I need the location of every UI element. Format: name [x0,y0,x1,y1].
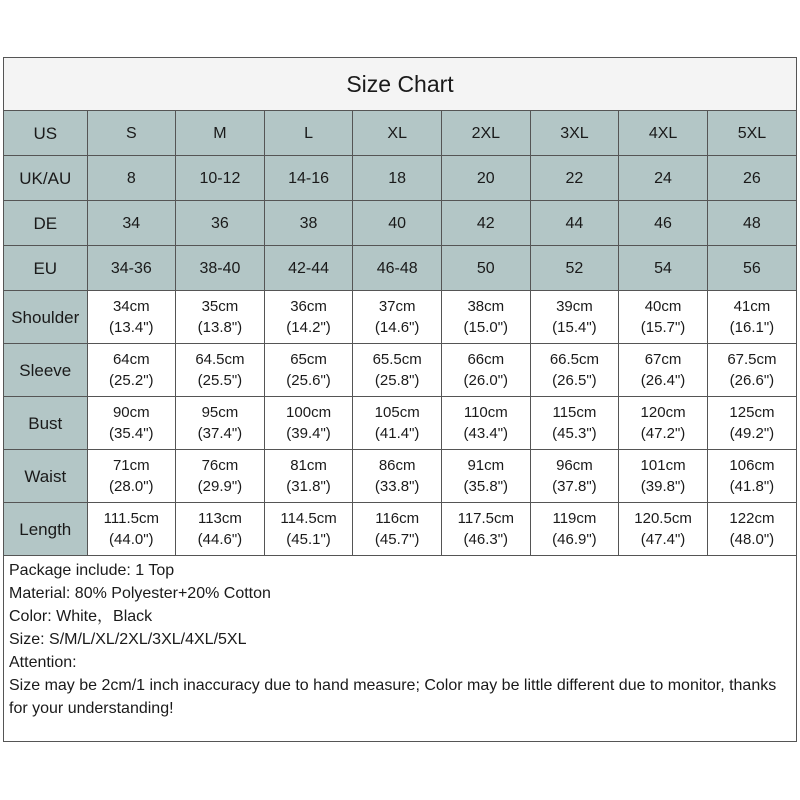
size-cell: 3XL [530,111,619,156]
note-color: Color: White，Black [9,608,153,625]
measurement-cell [264,450,353,503]
product-notes [4,556,796,720]
row-label: US [4,111,87,156]
measurement-cell [87,291,176,344]
cm-value: 96cm [556,457,593,474]
size-cell: 48 [707,201,796,246]
size-cell: S [87,111,176,156]
cm-value: 120.5cm [634,510,692,527]
measurement-cell [619,344,708,397]
inch-value: (13.8") [197,319,243,336]
measurement-row [4,450,796,503]
measurement-cell [87,503,176,556]
cm-value: 39cm [556,298,593,315]
cm-value: 76cm [201,457,239,474]
inch-value: (25.8") [374,372,420,389]
measurement-cell [264,503,353,556]
measurement-cell [87,344,176,397]
inch-value: (26.4") [640,372,686,389]
size-cell: 34 [87,201,176,246]
measurement-cell [442,291,531,344]
size-cell: 26 [707,156,796,201]
measurement-row [4,397,796,450]
inch-value: (26.6") [729,372,775,389]
cm-value: 101cm [640,457,686,474]
inch-value: (47.4") [640,531,686,548]
size-cell: 14-16 [264,156,353,201]
size-cell: 4XL [619,111,708,156]
inch-value: (35.8") [463,478,509,495]
row-label: UK/AU [4,156,87,201]
inch-value: (28.0") [109,478,154,495]
measurement-cell [442,450,531,503]
cm-value: 100cm [286,404,332,421]
measurement-cell [707,450,796,503]
measurement-cell [530,503,619,556]
inch-value: (25.2") [109,372,154,389]
measurement-cell [87,397,176,450]
measurement-cell [176,291,265,344]
measurement-cell [530,450,619,503]
cm-value: 86cm [378,457,416,474]
inch-value: (13.4") [109,319,154,336]
inch-value: (46.9") [552,531,597,548]
inch-value: (43.4") [463,425,509,442]
measurement-cell [530,291,619,344]
conversion-row [4,246,796,291]
measurement-cell [619,503,708,556]
inch-value: (29.9") [197,478,243,495]
cm-value: 119cm [552,510,597,527]
size-cell: 24 [619,156,708,201]
size-table [4,111,796,556]
cm-value: 111.5cm [103,510,159,527]
measurement-cell [264,344,353,397]
measurement-cell [176,344,265,397]
size-cell: M [176,111,265,156]
cm-value: 36cm [290,298,327,315]
cm-value: 41cm [733,298,771,315]
inch-value: (15.0") [463,319,509,336]
inch-value: (26.0") [463,372,509,389]
cm-value: 64.5cm [195,351,245,368]
inch-value: (16.1") [729,319,775,336]
cm-value: 110cm [463,404,508,421]
cm-value: 40cm [644,298,682,315]
inch-value: (47.2") [640,425,686,442]
measurement-cell [707,291,796,344]
inch-value: (45.7") [374,531,420,548]
measurement-cell [707,503,796,556]
note-package: Package include: 1 Top [9,562,175,579]
row-label: Bust [4,397,87,450]
note-attention: Attention: [9,654,77,671]
inch-value: (25.6") [286,372,331,389]
cm-value: 67.5cm [727,351,777,368]
cm-value: 114.5cm [280,510,337,527]
size-cell: 8 [87,156,176,201]
cm-value: 115cm [552,404,597,421]
cm-value: 105cm [374,404,420,421]
note-material: Material: 80% Polyester+20% Cotton [9,585,271,602]
measurement-row [4,344,796,397]
row-label: DE [4,201,87,246]
measurement-cell [442,397,531,450]
size-chart [3,57,797,742]
inch-value: (39.8") [640,478,686,495]
size-cell: 54 [619,246,708,291]
inch-value: (45.1") [286,531,331,548]
size-table-body [4,111,796,556]
size-cell: 52 [530,246,619,291]
cm-value: 65cm [290,351,327,368]
size-cell: 10-12 [176,156,265,201]
size-cell: 44 [530,201,619,246]
cm-value: 120cm [640,404,686,421]
cm-value: 38cm [467,298,505,315]
inch-value: (37.4") [197,425,243,442]
inch-value: (48.0") [729,531,775,548]
conversion-row [4,156,796,201]
inch-value: (41.4") [374,425,420,442]
inch-value: (31.8") [286,478,331,495]
size-cell: 2XL [442,111,531,156]
cm-value: 34cm [112,298,150,315]
size-cell: 38-40 [176,246,265,291]
inch-value: (15.7") [640,319,686,336]
measurement-cell [176,503,265,556]
inch-value: (41.8") [729,478,775,495]
inch-value: (46.3") [463,531,509,548]
measurement-cell [176,450,265,503]
row-label: Length [4,503,87,556]
measurement-cell [530,397,619,450]
measurement-cell [353,397,442,450]
inch-value: (14.2") [286,319,331,336]
inch-value: (37.8") [552,478,597,495]
measurement-row [4,503,796,556]
measurement-cell [353,503,442,556]
row-label: Shoulder [4,291,87,344]
cm-value: 71cm [112,457,150,474]
cm-value: 125cm [729,404,775,421]
size-cell: 46 [619,201,708,246]
measurement-cell [619,291,708,344]
inch-value: (44.6") [197,531,243,548]
cm-value: 95cm [201,404,239,421]
cm-value: 116cm [375,510,420,527]
measurement-cell [176,397,265,450]
cm-value: 64cm [112,351,150,368]
inch-value: (45.3") [552,425,597,442]
size-cell: 40 [353,201,442,246]
cm-value: 35cm [201,298,239,315]
inch-value: (15.4") [552,319,597,336]
inch-value: (39.4") [286,425,331,442]
cm-value: 37cm [378,298,416,315]
row-label: EU [4,246,87,291]
inch-value: (26.5") [552,372,597,389]
size-cell: 18 [353,156,442,201]
measurement-cell [707,344,796,397]
size-cell: XL [353,111,442,156]
measurement-cell [264,397,353,450]
conversion-row [4,201,796,246]
inch-value: (35.4") [109,425,154,442]
measurement-cell [353,291,442,344]
cm-value: 122cm [729,510,775,527]
chart-title: Size Chart [4,58,796,111]
conversion-row [4,111,796,156]
measurement-cell [619,450,708,503]
size-cell: 38 [264,201,353,246]
cm-value: 117.5cm [457,510,515,527]
size-cell: 22 [530,156,619,201]
measurement-cell [353,344,442,397]
measurement-cell [87,450,176,503]
cm-value: 113cm [197,510,242,527]
measurement-cell [530,344,619,397]
measurement-cell [442,503,531,556]
size-cell: 42 [442,201,531,246]
inch-value: (14.6") [374,319,420,336]
inch-value: (25.5") [197,372,243,389]
note-size: Size: S/M/L/XL/2XL/3XL/4XL/5XL [9,631,247,648]
size-cell: 46-48 [353,246,442,291]
row-label: Waist [4,450,87,503]
size-cell: 36 [176,201,265,246]
measurement-cell [264,291,353,344]
cm-value: 66.5cm [549,351,600,368]
cm-value: 65.5cm [372,351,422,368]
size-cell: 50 [442,246,531,291]
size-cell: L [264,111,353,156]
cm-value: 67cm [644,351,682,368]
cm-value: 106cm [729,457,775,474]
note-disclaimer: Size may be 2cm/1 inch inaccuracy due to hand measure; Color may be little different due to monitor, thanks for your understanding! [9,677,777,717]
row-label: Sleeve [4,344,87,397]
cm-value: 66cm [467,351,505,368]
inch-value: (49.2") [729,425,775,442]
size-cell: 34-36 [87,246,176,291]
measurement-cell [353,450,442,503]
measurement-cell [442,344,531,397]
measurement-cell [619,397,708,450]
measurement-cell [707,397,796,450]
cm-value: 91cm [467,457,505,474]
measurement-row [4,291,796,344]
inch-value: (44.0") [109,531,154,548]
size-cell: 20 [442,156,531,201]
size-cell: 42-44 [264,246,353,291]
cm-value: 90cm [112,404,150,421]
cm-value: 81cm [290,457,327,474]
inch-value: (33.8") [374,478,420,495]
size-cell: 5XL [707,111,796,156]
size-cell: 56 [707,246,796,291]
